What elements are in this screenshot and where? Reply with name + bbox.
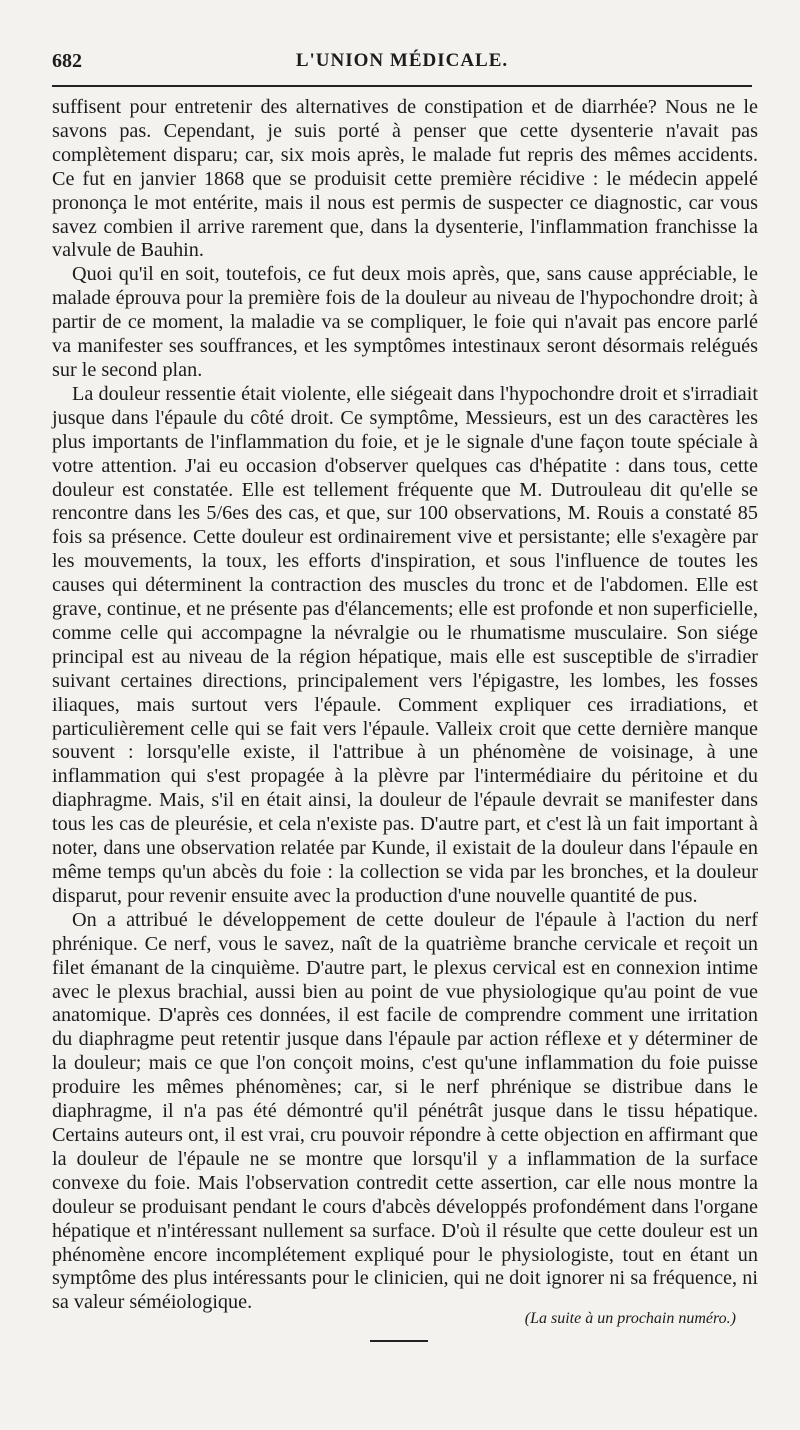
paragraph: On a attribué le développement de cette douleur de l'épaule à l'action du nerf phrénique. Ce nerf, vous le savez, naît de la quatrième branche cervicale et reçoit un filet émanant de la cinquième. D'autre part, le plexus cervical est en connexion intime avec le plexus brachial, aussi bien au point de vue physiologique qu'au point de vue anatomique. D'après ces données, il est facile de comprendre comment une irritation du diaphragme peut retentir jusque dans l'épaule par action réflexe et y déterminer de la douleur; mais ce que l'on conçoit moins, c'est qu'une inflammation du foie puisse produire les mêmes phénomènes; car, si le nerf phrénique se distribue dans le diaphragme, il n'a pas été démontré qu'il pénétrât jusque dans le tissu hépatique. Certains auteurs ont, il est vrai, cru pouvoir répondre à cette objection en affirmant que la douleur de l'épaule ne se montre que lorsqu'il y a inflammation de la surface convexe du foie. Mais l'observation contredit cette assertion, car elle nous montre la douleur se produisant pendant le cours d'abcès développés profondément dans l'organe hépatique et n'intéressant nullement sa surface. D'où il résulte que cette douleur est un phénomène encore incomplétement expliqué pour le physiologiste, tout en étant un symptôme des plus intéressants pour le clinicien, qui ne doit ignorer ni sa fréquence, ni sa valeur séméiologique. <box>52 908 758 1314</box>
running-title: L'UNION MÉDICALE. <box>295 50 509 71</box>
page-number: 682 <box>52 50 82 72</box>
header-rule <box>52 85 752 87</box>
end-rule <box>370 1340 428 1342</box>
paragraph: suffisent pour entretenir des alternatives de constipation et de diarrhée? Nous ne le savons pas. Cependant, je suis porté à penser que cette dysenterie n'avait pas complètement disparu; car, six mois après, le malade fut repris des mêmes accidents. Ce fut en janvier 1868 que se produisit cette première récidive : le médecin appelé prononça le mot entérite, mais il nous est permis de suspecter ce diagnostic, car vous savez combien il arrive rarement que, dans la dysenterie, l'inflammation franchisse la valvule de Bauhin. <box>52 96 758 262</box>
continuation-note: (La suite à un prochain numéro.) <box>524 1310 736 1327</box>
paragraph: La douleur ressentie était violente, elle siégeait dans l'hypochondre droit et s'irradiait jusque dans l'épaule du côté droit. Ce symptôme, Messieurs, est un des caractères les plus importants de l'inflammation du foie, et je le signale d'une façon toute spéciale à votre attention. J'ai eu occasion d'observer quelques cas d'hépatite : dans tous, cette douleur est constatée. Elle est tellement fréquente que M. Dutrouleau dit qu'elle se rencontre dans les 5/6es des cas, et que, sur 100 observations, M. Rouis a constaté 85 fois sa présence. Cette douleur est ordinairement vive et persistante; elle s'exagère par les mouvements, la toux, les efforts d'inspiration, et sous l'influence de toutes les causes qui déterminent la contraction des muscles du tronc et de l'abdomen. Elle est grave, continue, et ne présente pas d'élancements; elle est profonde et non superficielle, comme celle qui accompagne la névralgie ou le rhumatisme musculaire. Son siége principal est au niveau de la région hépatique, mais elle est susceptible de s'irradier suivant certaines directions, principalement vers l'épigastre, les lombes, les fosses iliaques, mais surtout vers l'épaule. Comment expliquer ces irradiations, et particulièrement celle qui se fait vers l'épaule. Valleix croit que cette dernière manque souvent : lorsqu'elle existe, il l'attribue à un phénomène de voisinage, à une inflammation qui s'est propagée à la plèvre par l'intermédiaire du péritoine et du diaphragme. Mais, s'il en était ainsi, la douleur de l'épaule devrait se manifester dans tous les cas de pleurésie, et cela n'existe pas. D'autre part, et c'est là un fait important à noter, dans une observation relatée par Kunde, il existait de la douleur dans l'épaule en même temps qu'un abcès du foie : la collection se vida par les bronches, et la douleur disparut, pour revenir ensuite avec la production d'une nouvelle quantité de pus. <box>52 382 758 907</box>
article-body <box>52 96 758 1315</box>
paragraph: Quoi qu'il en soit, toutefois, ce fut deux mois après, que, sans cause appréciable, le malade éprouva pour la première fois de la douleur au niveau de l'hypochondre droit; à partir de ce moment, la maladie va se compliquer, le foie qui n'avait pas encore parlé va manifester ses souffrances, et les symptômes intestinaux seront désormais relégués sur le second plan. <box>52 263 758 381</box>
page-header <box>52 50 752 80</box>
